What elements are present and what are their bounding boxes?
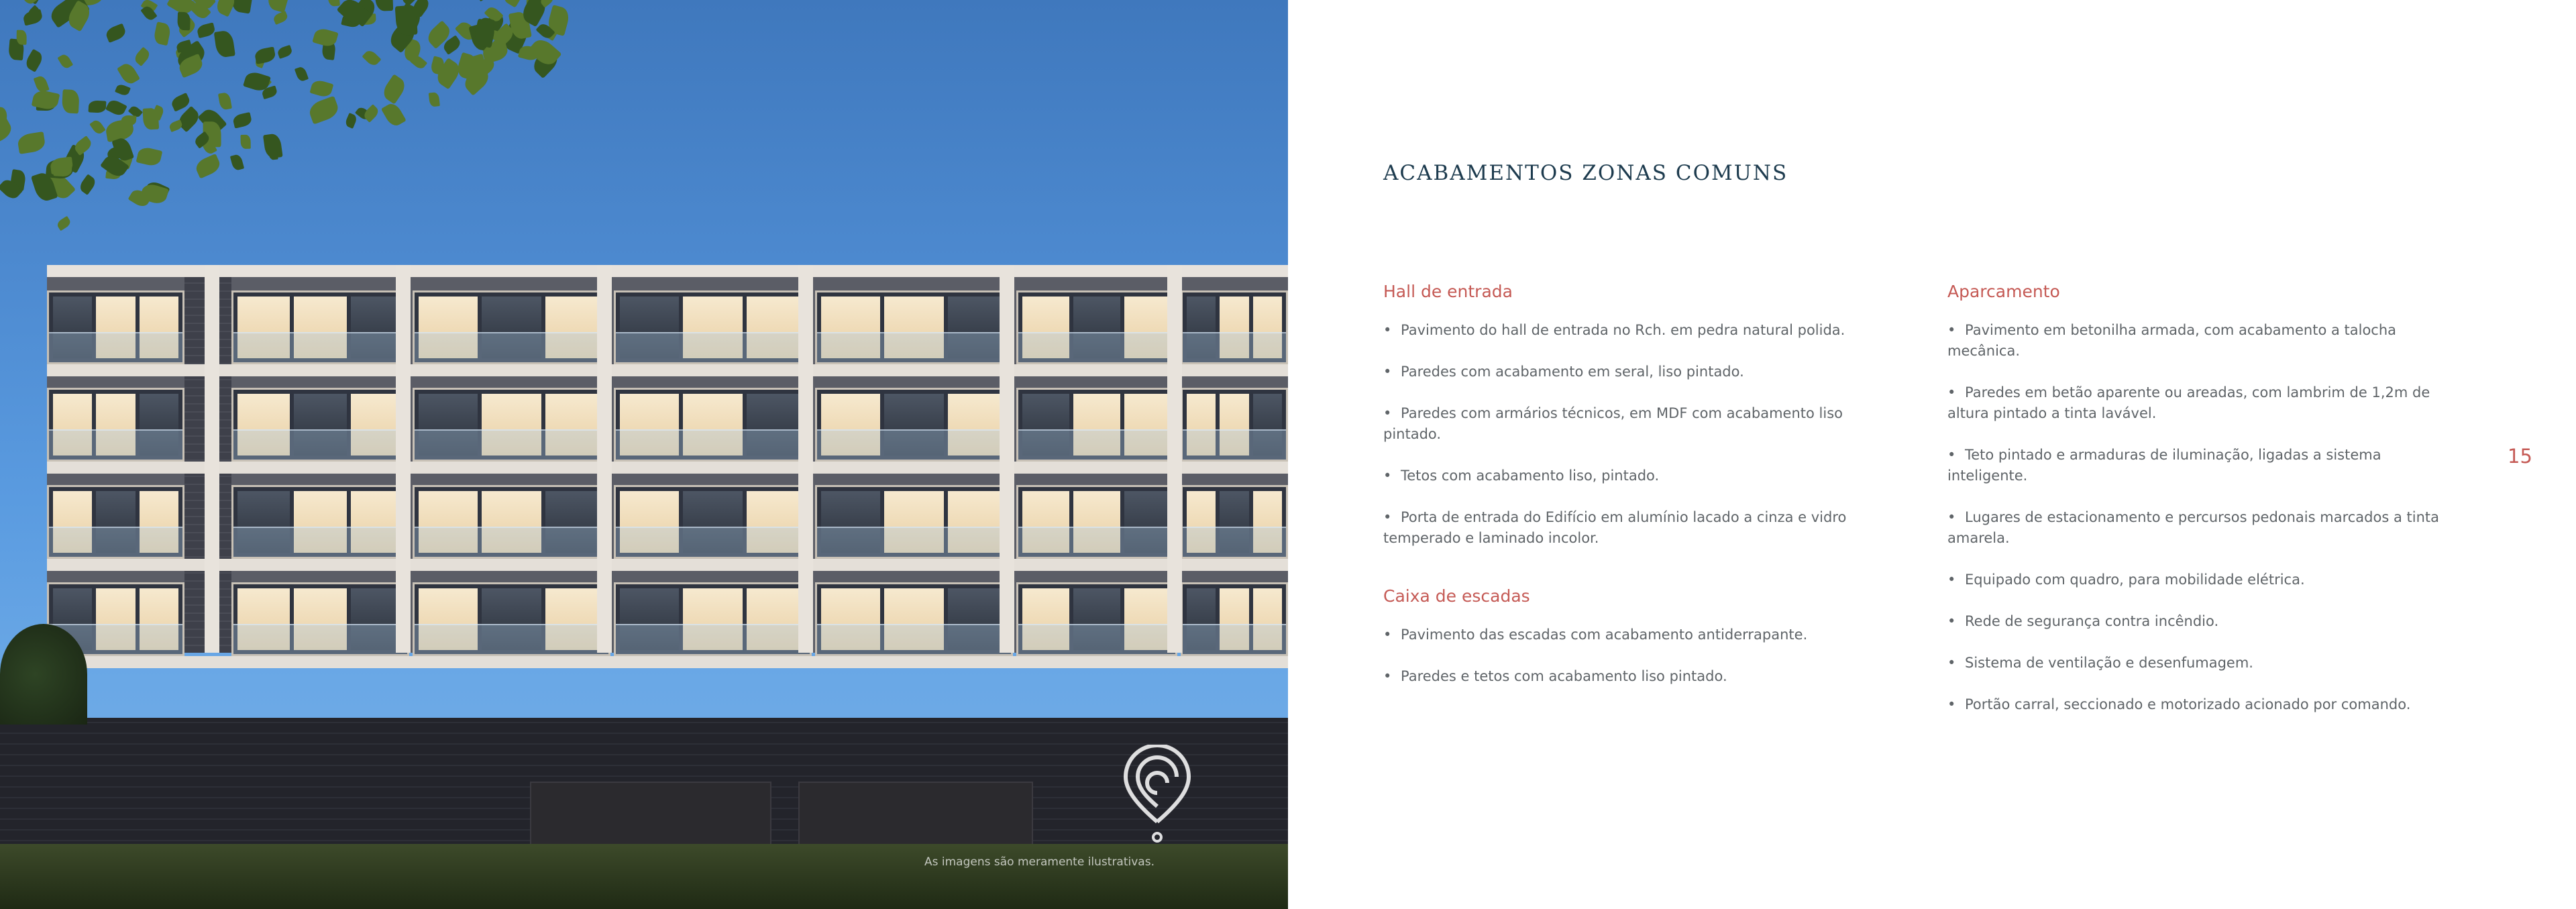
image-disclaimer: As imagens são meramente ilustrativas. (924, 855, 1155, 869)
left-column (1383, 282, 1893, 708)
page-number: 15 (2508, 445, 2532, 468)
list-item: • Equipado com quadro, para mobilidade elétrica. (1947, 572, 2305, 588)
list-item: • Lugares de estacionamento e percursos pedonais marcados a tinta amarela. (1947, 509, 2439, 546)
list-item: • Paredes em betão aparente ou areadas, com lambrim de 1,2m de altura pintado a tinta lavável. (1947, 384, 2430, 421)
tree-foliage (0, 0, 577, 295)
building-floor (47, 472, 1288, 572)
building-facade (47, 265, 1288, 721)
lawn (0, 844, 1288, 909)
list-item: • Sistema de ventilação e desenfumagem. (1947, 655, 2253, 671)
section-aparcamento (1947, 282, 2457, 715)
list-item: • Pavimento em betonilha armada, com acabamento a talocha mecânica. (1947, 322, 2397, 359)
page-title: ACABAMENTOS ZONAS COMUNS (1383, 161, 1788, 185)
building-floor (47, 569, 1288, 670)
list-item: • Portão carral, seccionado e motorizado acionado por comando. (1947, 696, 2411, 712)
list-item: • Paredes com acabamento em seral, liso pintado. (1383, 364, 1744, 380)
list-item: • Paredes e tetos com acabamento liso pintado. (1383, 668, 1727, 684)
section-hall-de-entrada (1383, 282, 1893, 549)
list-item: • Paredes com armários técnicos, em MDF com acabamento liso pintado. (1383, 405, 1843, 442)
list-item: • Porta de entrada do Edifício em alumínio lacado a cinza e vidro temperado e laminado incolor. (1383, 509, 1847, 546)
section-title: Aparcamento (1947, 282, 2060, 301)
bush (0, 624, 87, 725)
right-column (1947, 282, 2457, 736)
building-floor (47, 374, 1288, 475)
section-caixa-de-escadas (1383, 586, 1893, 687)
list-item: • Tetos com acabamento liso, pintado. (1383, 468, 1660, 484)
section-title: Caixa de escadas (1383, 586, 1530, 606)
list-item: • Pavimento das escadas com acabamento antiderrapante. (1383, 627, 1808, 643)
list-item: • Rede de segurança contra incêndio. (1947, 613, 2219, 629)
spiral-pin-logo-icon (1120, 745, 1194, 845)
list-item: • Teto pintado e armaduras de iluminação, ligadas a sistema inteligente. (1947, 447, 2381, 484)
section-title: Hall de entrada (1383, 282, 1513, 301)
list-item: • Pavimento do hall de entrada no Rch. em pedra natural polida. (1383, 322, 1845, 338)
